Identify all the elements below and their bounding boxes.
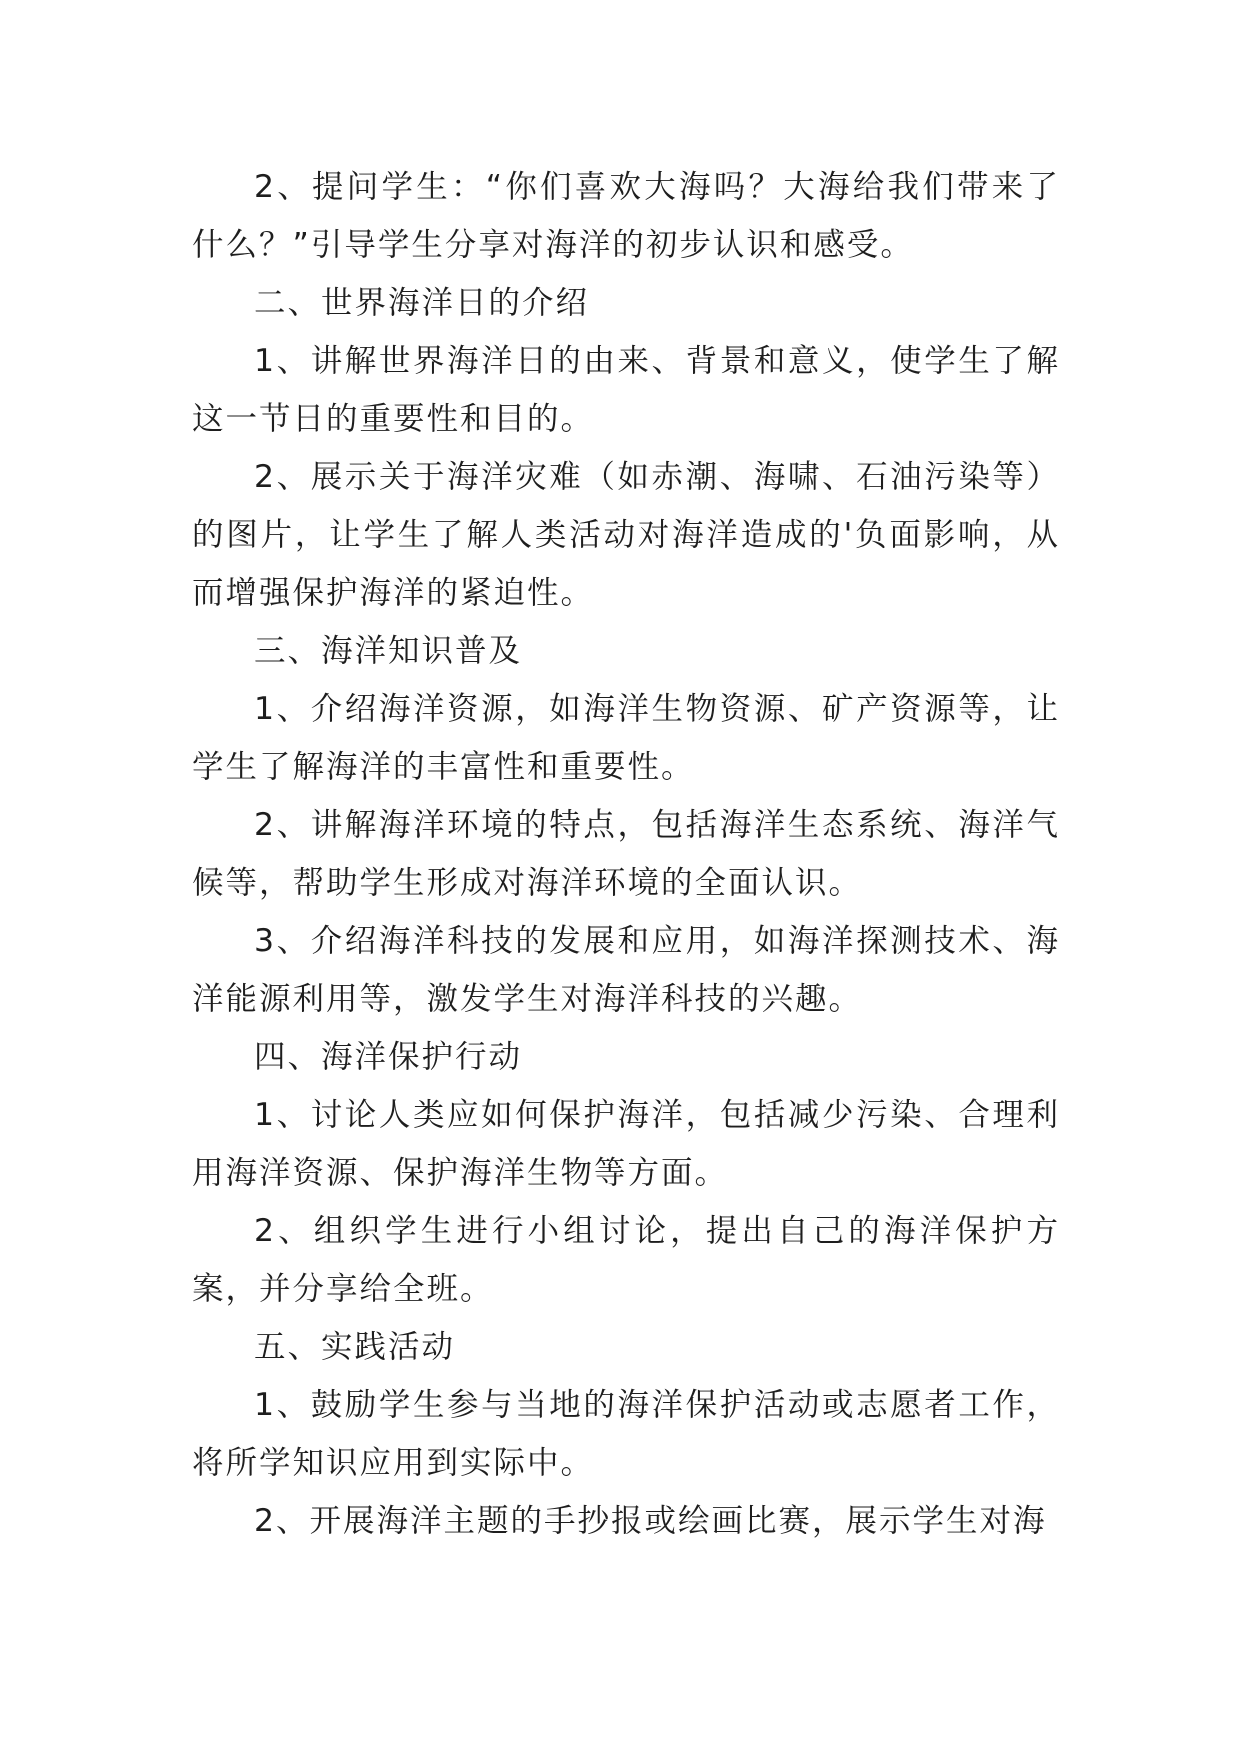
paragraph-ocean-resources: 1、介绍海洋资源，如海洋生物资源、矿产资源等，让学生了解海洋的丰富性和重要性。 [192,691,1060,785]
section-heading-ocean-day-intro: 二、世界海洋日的介绍 [254,285,590,321]
paragraph-discuss-protection: 1、讨论人类应如何保护海洋，包括减少污染、合理利用海洋资源、保护海洋生物等方面。 [192,1097,1060,1191]
paragraph-ocean-technology: 3、介绍海洋科技的发展和应用，如海洋探测技术、海洋能源利用等，激发学生对海洋科技的兴趣。 [192,923,1060,1017]
paragraph-ocean-disasters: 2、展示关于海洋灾难（如赤潮、海啸、石油污染等）的图片，让学生了解人类活动对海洋造成的'负面影响，从而增强保护海洋的紧迫性。 [192,459,1060,611]
paragraph-ocean-day-origin: 1、讲解世界海洋日的由来、背景和意义，使学生了解这一节日的重要性和目的。 [192,343,1060,437]
section-heading-practice: 五、实践活动 [254,1329,456,1365]
document-body [192,158,1060,1550]
section-heading-ocean-protection: 四、海洋保护行动 [254,1039,523,1075]
paragraph-question-students: 2、提问学生：“你们喜欢大海吗？大海给我们带来了什么？”引导学生分享对海洋的初步认识和感受。 [192,169,1060,263]
paragraph-group-discussion: 2、组织学生进行小组讨论，提出自己的海洋保护方案，并分享给全班。 [192,1213,1060,1307]
section-heading-ocean-knowledge: 三、海洋知识普及 [254,633,523,669]
paragraph-volunteer-activities: 1、鼓励学生参与当地的海洋保护活动或志愿者工作，将所学知识应用到实际中。 [192,1387,1060,1481]
paragraph-ocean-environment: 2、讲解海洋环境的特点，包括海洋生态系统、海洋气候等，帮助学生形成对海洋环境的全面认识。 [192,807,1060,901]
paragraph-poster-contest: 2、开展海洋主题的手抄报或绘画比赛，展示学生对海 [254,1503,1047,1539]
